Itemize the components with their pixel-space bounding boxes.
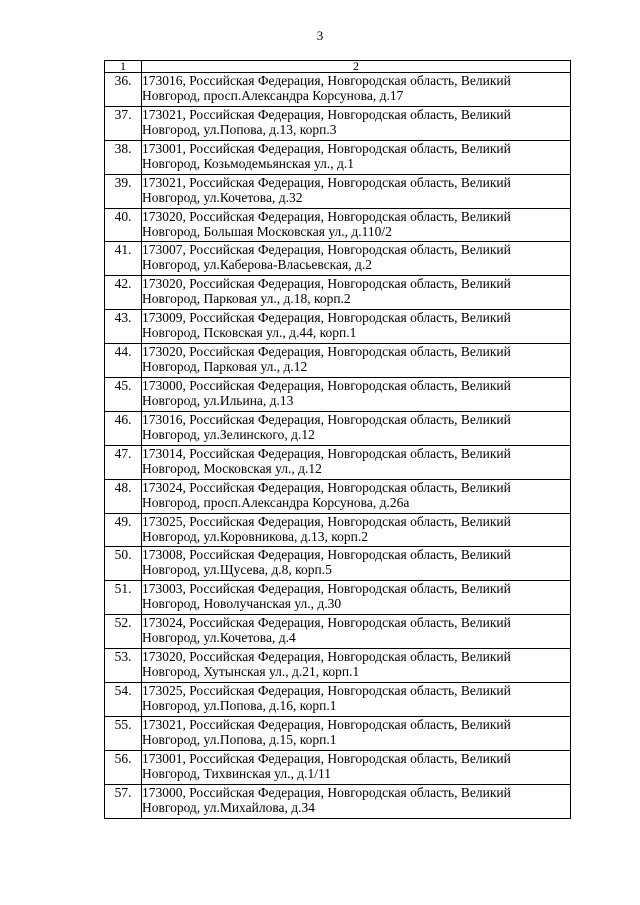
table-row [105,73,571,107]
address-line-2: Новгород, ул.Кочетова, д.32 [142,189,303,205]
row-number: 50. [105,547,142,581]
table-row [105,513,571,547]
address-cell [142,174,571,208]
table-row [105,344,571,378]
address-line-1: 173024, Российская Федерация, Новгородская область, Великий [142,479,511,495]
address-line-2: Новгород, ул.Попова, д.15, корп.1 [142,731,337,747]
table-body [105,73,571,819]
address-cell [142,106,571,140]
address-line-1: 173000, Российская Федерация, Новгородская область, Великий [142,784,511,800]
table-row [105,106,571,140]
row-number: 42. [105,276,142,310]
address-line-2: Новгород, Новолучанская ул., д.30 [142,596,342,612]
row-number: 43. [105,310,142,344]
address-line-2: Новгород, ул.Попова, д.13, корп.3 [142,121,337,137]
address-line-1: 173014, Российская Федерация, Новгородская область, Великий [142,445,511,461]
table-row [105,649,571,683]
address-cell [142,411,571,445]
address-line-2: Новгород, Тихвинская ул., д.1/11 [142,765,331,781]
address-line-1: 173009, Российская Федерация, Новгородская область, Великий [142,310,511,326]
address-line-1: 173024, Российская Федерация, Новгородская область, Великий [142,615,511,631]
address-line-2: Новгород, просп.Александра Корсунова, д.17 [142,88,404,103]
table-row [105,445,571,479]
address-cell [142,479,571,513]
table-row [105,784,571,818]
row-number: 52. [105,615,142,649]
address-cell [142,547,571,581]
table-row [105,547,571,581]
address-line-2: Новгород, ул.Попова, д.16, корп.1 [142,698,337,714]
address-line-2: Новгород, Московская ул., д.12 [142,460,322,476]
row-number: 38. [105,140,142,174]
address-cell [142,750,571,784]
address-cell [142,276,571,310]
row-number: 37. [105,106,142,140]
address-line-1: 173016, Российская Федерация, Новгородская область, Великий [142,411,511,427]
address-line-2: Новгород, ул.Коровникова, д.13, корп.2 [142,528,369,544]
address-line-2: Новгород, ул.Ильина, д.13 [142,393,294,409]
address-line-1: 173008, Российская Федерация, Новгородская область, Великий [142,547,511,563]
table-row [105,615,571,649]
row-number: 57. [105,784,142,818]
address-cell [142,242,571,276]
address-line-1: 173016, Российская Федерация, Новгородская область, Великий [142,73,511,88]
address-line-1: 173021, Российская Федерация, Новгородская область, Великий [142,716,511,732]
row-number: 54. [105,683,142,717]
table-row [105,479,571,513]
address-line-1: 173000, Российская Федерация, Новгородская область, Великий [142,378,511,394]
table-row [105,716,571,750]
table-header-row [105,61,571,73]
address-line-1: 173001, Российская Федерация, Новгородская область, Великий [142,140,511,156]
address-line-1: 173003, Российская Федерация, Новгородская область, Великий [142,581,511,597]
table-row [105,140,571,174]
address-line-2: Новгород, Парковая ул., д.18, корп.2 [142,291,351,307]
address-cell [142,716,571,750]
row-number: 48. [105,479,142,513]
table-row [105,378,571,412]
row-number: 47. [105,445,142,479]
table-row [105,683,571,717]
address-cell [142,581,571,615]
address-line-1: 173001, Российская Федерация, Новгородская область, Великий [142,750,511,766]
row-number: 45. [105,378,142,412]
address-line-2: Новгород, Псковская ул., д.44, корп.1 [142,325,357,341]
row-number: 51. [105,581,142,615]
row-number: 41. [105,242,142,276]
table-row [105,208,571,242]
address-cell [142,513,571,547]
address-cell [142,445,571,479]
address-cell [142,784,571,818]
address-cell [142,310,571,344]
row-number: 46. [105,411,142,445]
row-number: 36. [105,73,142,107]
row-number: 53. [105,649,142,683]
table-row [105,276,571,310]
address-line-1: 173020, Российская Федерация, Новгородская область, Великий [142,208,511,224]
address-line-1: 173020, Российская Федерация, Новгородская область, Великий [142,649,511,665]
table-row [105,411,571,445]
address-line-1: 173025, Российская Федерация, Новгородская область, Великий [142,683,511,699]
address-table [104,60,571,819]
address-line-2: Новгород, ул.Каберова-Власьевская, д.2 [142,257,372,273]
table-row [105,750,571,784]
address-line-2: Новгород, Хутынская ул., д.21, корп.1 [142,664,360,680]
address-line-2: Новгород, Козьмодемьянская ул., д.1 [142,155,354,171]
address-cell [142,683,571,717]
page-number: 3 [316,28,324,43]
address-line-1: 173021, Российская Федерация, Новгородская область, Великий [142,106,511,122]
address-line-2: Новгород, ул.Щусева, д.8, корп.5 [142,562,332,578]
address-line-1: 173020, Российская Федерация, Новгородская область, Великий [142,276,511,292]
row-number: 56. [105,750,142,784]
address-cell [142,140,571,174]
address-line-1: 173021, Российская Федерация, Новгородская область, Великий [142,174,511,190]
address-line-2: Новгород, ул.Зелинского, д.12 [142,426,315,442]
table-row [105,174,571,208]
column-header-2: 2 [142,61,571,73]
address-line-2: Новгород, просп.Александра Корсунова, д.26а [142,494,410,510]
table-row [105,581,571,615]
address-line-2: Новгород, ул.Михайлова, д.34 [142,799,316,815]
address-line-1: 173025, Российская Федерация, Новгородская область, Великий [142,513,511,529]
address-cell [142,208,571,242]
table-row [105,310,571,344]
row-number: 40. [105,208,142,242]
row-number: 49. [105,513,142,547]
row-number: 39. [105,174,142,208]
address-line-2: Новгород, ул.Кочетова, д.4 [142,630,296,646]
row-number: 44. [105,344,142,378]
address-cell [142,344,571,378]
address-line-1: 173007, Российская Федерация, Новгородская область, Великий [142,242,511,258]
address-line-2: Новгород, Парковая ул., д.12 [142,359,308,375]
address-cell [142,615,571,649]
address-cell [142,73,571,107]
address-line-1: 173020, Российская Федерация, Новгородская область, Великий [142,344,511,360]
table-row [105,242,571,276]
column-header-1: 1 [105,61,142,73]
address-cell [142,378,571,412]
address-cell [142,649,571,683]
address-line-2: Новгород, Большая Московская ул., д.110/2 [142,223,392,239]
row-number: 55. [105,716,142,750]
